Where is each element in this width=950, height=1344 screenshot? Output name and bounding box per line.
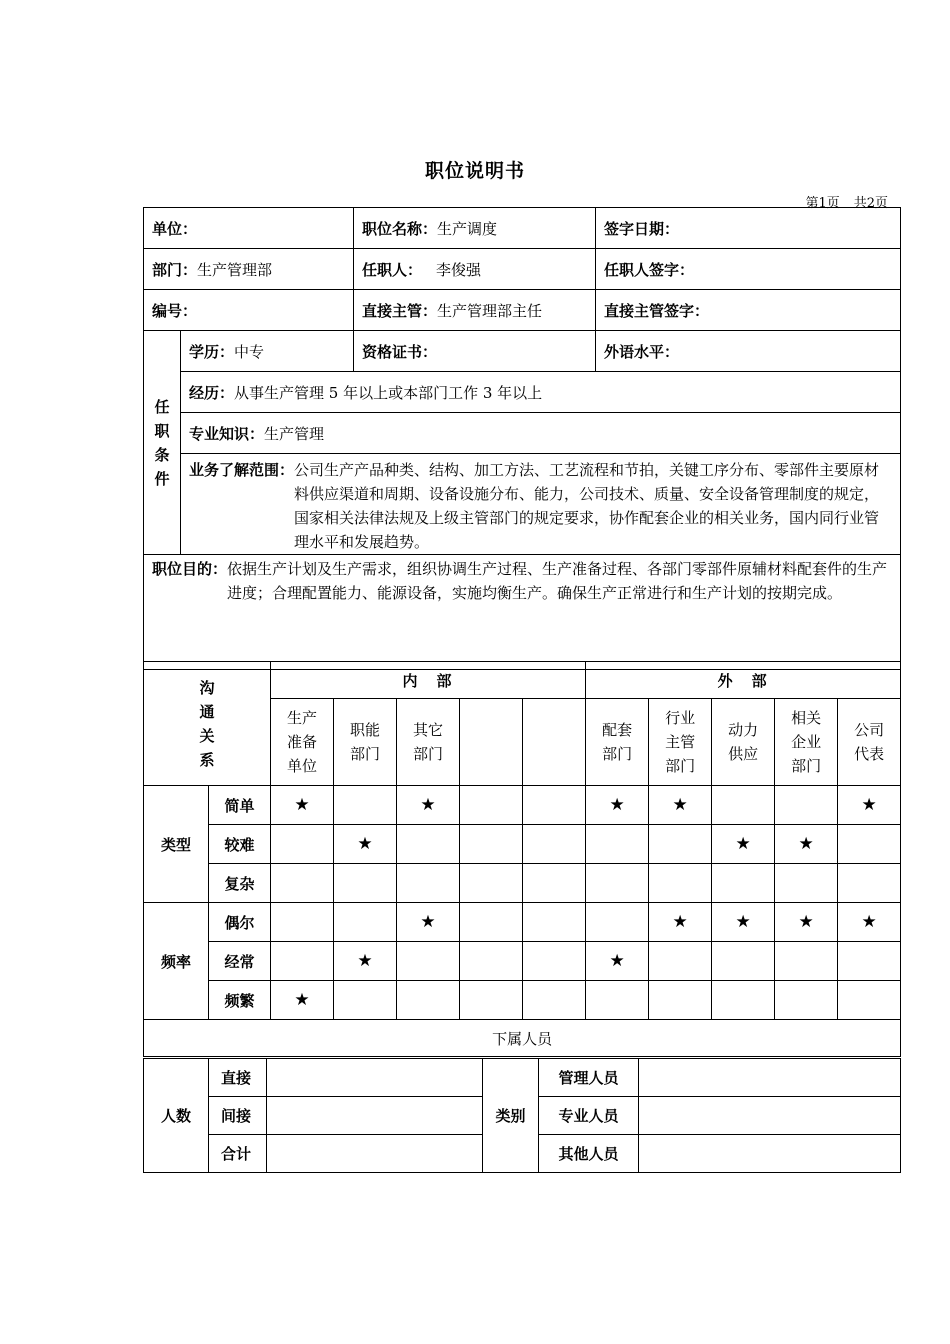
supervisor-cell: 直接主管：生产管理部主任 [354, 290, 596, 331]
grid-cell [838, 942, 901, 981]
category-value [639, 1097, 901, 1135]
grid-cell [712, 864, 775, 903]
grid-cell [586, 864, 649, 903]
grid-cell [271, 864, 334, 903]
grid-cell [712, 942, 775, 981]
grid-cell [586, 825, 649, 864]
row-label: 偶尔 [209, 903, 271, 942]
grid-cell [523, 942, 586, 981]
language-cell: 外语水平： [596, 331, 901, 372]
grid-cell [649, 981, 712, 1020]
star-mark: ★ [334, 825, 397, 864]
group-label: 类型 [144, 786, 209, 903]
grid-cell [712, 981, 775, 1020]
star-mark: ★ [838, 786, 901, 825]
grid-cell [649, 942, 712, 981]
count-value [267, 1135, 483, 1173]
grid-cell [523, 825, 586, 864]
grid-cell [775, 786, 838, 825]
star-mark: ★ [649, 903, 712, 942]
column-header: 公司代表 [838, 699, 901, 786]
grid-cell [397, 825, 460, 864]
supervisor-sign-cell: 直接主管签字： [596, 290, 901, 331]
grid-cell [775, 864, 838, 903]
count-row-label: 直接 [209, 1059, 267, 1097]
holder-cell: 任职人： 李俊强 [354, 249, 596, 290]
subordinates-title: 下属人员 [144, 1020, 901, 1057]
position-name-cell: 职位名称：生产调度 [354, 208, 596, 249]
number-cell: 编号： [144, 290, 354, 331]
star-mark: ★ [775, 825, 838, 864]
column-header: 其它部门 [397, 699, 460, 786]
count-value [267, 1059, 483, 1097]
grid-cell [712, 786, 775, 825]
grid-cell [775, 981, 838, 1020]
star-mark: ★ [334, 942, 397, 981]
column-header: 职能部门 [334, 699, 397, 786]
grid-cell [397, 864, 460, 903]
grid-cell [460, 942, 523, 981]
star-mark: ★ [397, 786, 460, 825]
column-header [523, 699, 586, 786]
page-title: 职位说明书 [424, 160, 525, 182]
grid-cell [460, 786, 523, 825]
count-row-label: 合计 [209, 1135, 267, 1173]
grid-cell [460, 981, 523, 1020]
grid-cell [397, 942, 460, 981]
grid-cell [838, 981, 901, 1020]
unit-cell: 单位： [144, 208, 354, 249]
internal-header: 内 部 [271, 662, 586, 699]
grid-cell [838, 864, 901, 903]
star-mark: ★ [271, 981, 334, 1020]
grid-cell [271, 825, 334, 864]
category-row-label: 其他人员 [539, 1135, 639, 1173]
grid-cell [523, 786, 586, 825]
grid-cell [838, 825, 901, 864]
category-label: 类别 [483, 1059, 539, 1173]
grid-cell [586, 981, 649, 1020]
category-row-label: 专业人员 [539, 1097, 639, 1135]
star-mark: ★ [586, 942, 649, 981]
column-header: 动力供应 [712, 699, 775, 786]
row-label: 复杂 [209, 864, 271, 903]
grid-cell [523, 864, 586, 903]
grid-cell [334, 981, 397, 1020]
count-value [267, 1097, 483, 1135]
star-mark: ★ [775, 903, 838, 942]
group-label: 频率 [144, 903, 209, 1020]
grid-cell [271, 942, 334, 981]
grid-cell [523, 903, 586, 942]
column-header: 配套部门 [586, 699, 649, 786]
grid-cell [586, 903, 649, 942]
grid-cell [397, 981, 460, 1020]
business-scope-cell: 业务了解范围： 公司生产产品种类、结构、加工方法、工艺流程和节拍，关键工序分布、零部件主要原材料供应渠道和周期、设备设施分布、能力，公司技术、质量、安全设备管理制度的规定，国家相关法律法规及上级主管部门的规定要求，协作配套企业的相关业务，国内同行业管理水平和发展趋势。 [181, 454, 901, 555]
sign-date-cell: 签字日期： [596, 208, 901, 249]
grid-cell [523, 981, 586, 1020]
grid-cell [460, 825, 523, 864]
external-header: 外 部 [586, 662, 901, 699]
grid-cell [271, 903, 334, 942]
communication-table [143, 661, 901, 1057]
grid-cell [460, 864, 523, 903]
knowledge-cell: 专业知识：生产管理 [181, 413, 901, 454]
count-row-label: 间接 [209, 1097, 267, 1135]
grid-cell [649, 864, 712, 903]
star-mark: ★ [397, 903, 460, 942]
certificate-cell: 资格证书： [354, 331, 596, 372]
star-mark: ★ [586, 786, 649, 825]
grid-cell [334, 903, 397, 942]
page-total: 共2页 [853, 196, 888, 211]
purpose-cell: 职位目的： 依据生产计划及生产需求，组织协调生产过程、生产准备过程、各部门零部件原辅材料配套件的生产进度；合理配置能力、能源设备，实施均衡生产。确保生产正常进行和生产计划的按期完成。 [144, 555, 901, 670]
education-cell: 学历：中专 [181, 331, 354, 372]
row-label: 频繁 [209, 981, 271, 1020]
experience-cell: 经历：从事生产管理 5 年以上或本部门工作 3 年以上 [181, 372, 901, 413]
category-value [639, 1059, 901, 1097]
column-header: 生产准备单位 [271, 699, 334, 786]
star-mark: ★ [271, 786, 334, 825]
subordinates-table [143, 1058, 901, 1173]
row-label: 经常 [209, 942, 271, 981]
category-value [639, 1135, 901, 1173]
job-info-table [143, 207, 901, 670]
communication-label: 沟 通 关 系 [144, 662, 271, 786]
star-mark: ★ [838, 903, 901, 942]
holder-sign-cell: 任职人签字： [596, 249, 901, 290]
column-header: 相关企业部门 [775, 699, 838, 786]
grid-cell [460, 903, 523, 942]
star-mark: ★ [712, 825, 775, 864]
grid-cell [775, 942, 838, 981]
grid-cell [334, 864, 397, 903]
column-header [460, 699, 523, 786]
grid-cell [334, 786, 397, 825]
department-cell: 部门：生产管理部 [144, 249, 354, 290]
row-label: 较难 [209, 825, 271, 864]
page-current: 第1页 [805, 196, 840, 211]
star-mark: ★ [649, 786, 712, 825]
star-mark: ★ [712, 903, 775, 942]
column-header: 行业主管部门 [649, 699, 712, 786]
qualifications-label: 任 职 条 件 [144, 331, 181, 555]
category-row-label: 管理人员 [539, 1059, 639, 1097]
count-label: 人数 [144, 1059, 209, 1173]
row-label: 简单 [209, 786, 271, 825]
grid-cell [649, 825, 712, 864]
